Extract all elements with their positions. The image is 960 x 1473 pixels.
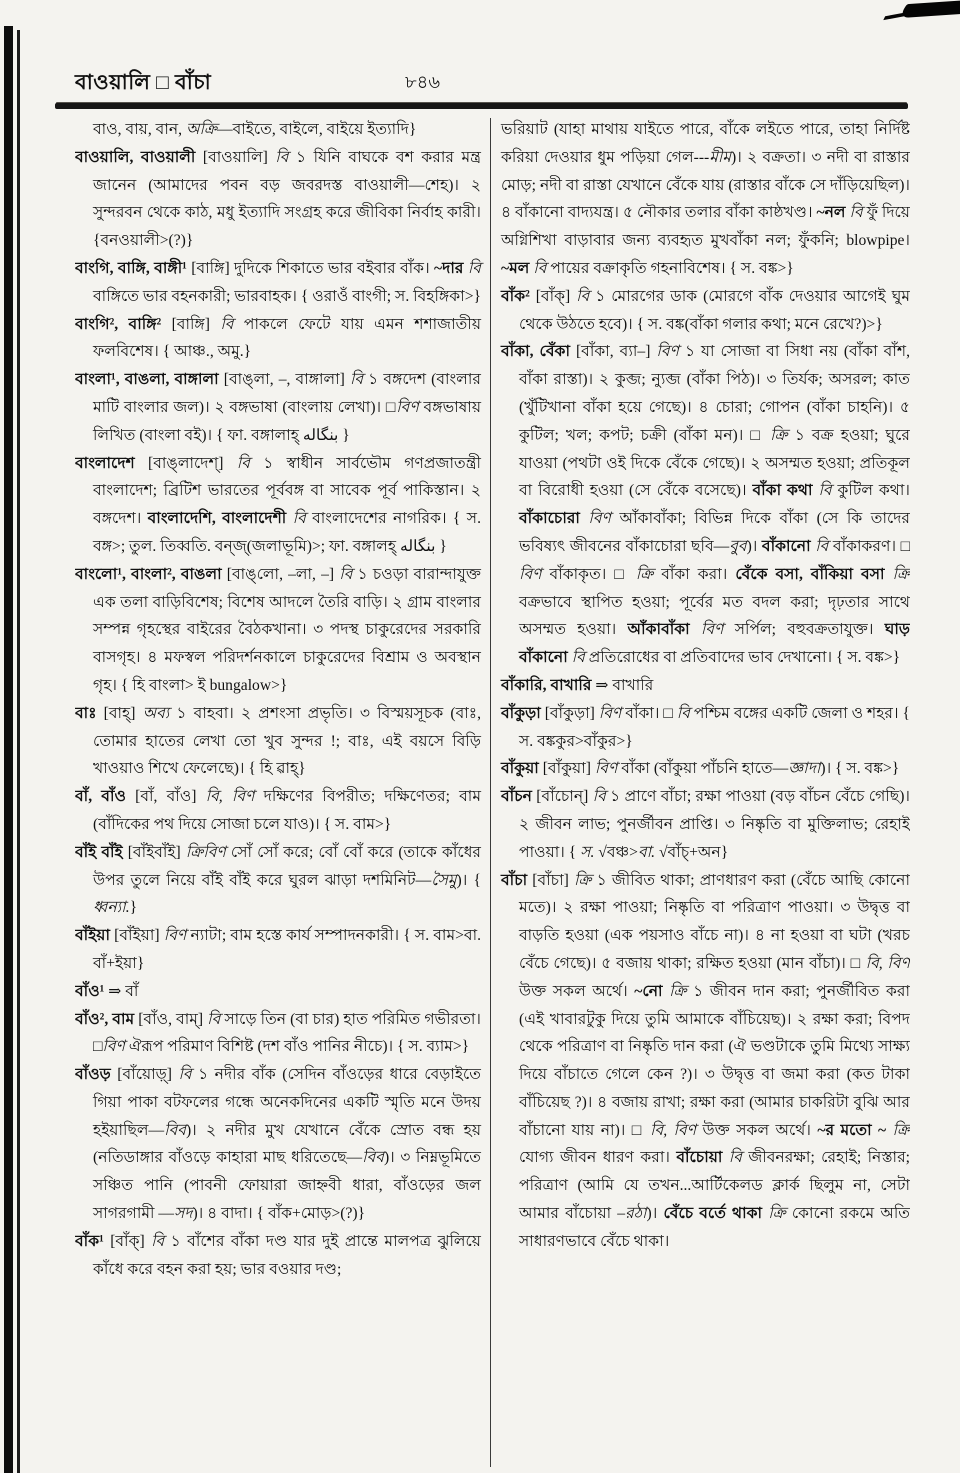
dictionary-entry	[501, 867, 910, 1256]
entry-text: বক্রভাবে স্থাপিত হওয়া; পূর্বের মত বদল করা; দৃঢ়তার সাথে অসম্মত হওয়া।	[519, 593, 910, 639]
grammar-label: ক্রিবিণ	[185, 843, 231, 861]
entry-continuation	[75, 116, 481, 144]
entry-text: [বাঁক্‌]	[110, 1232, 152, 1250]
entry-text: [বাঁইবাঁই]	[127, 843, 186, 861]
entry-text: ফুঁ দিয়ে অগ্নিশিখা বাড়াবার জন্য ব্যবহৃত মুখবাঁকা নল; ফুঁকনি; blowpipe।	[501, 204, 910, 250]
dictionary-entry	[501, 338, 910, 672]
headword: বাংগি², বাঙ্গি²	[75, 315, 172, 333]
entry-text: কুটিল কথা।	[837, 482, 910, 500]
entry-text: পায়ের বক্রাকৃতি গহনাবিশেষ। { স. বঙ্ক>}	[550, 259, 794, 277]
grammar-label: জ্ঞাদা	[788, 760, 821, 778]
grammar-label: বি	[728, 1149, 749, 1167]
grammar-label: বি	[292, 510, 313, 528]
grammar-label: স.	[580, 843, 599, 861]
headword: বাওয়ালি, বাওয়ালী	[75, 148, 203, 166]
entry-text: )। {	[456, 871, 481, 889]
grammar-label: ক্রি	[768, 1205, 792, 1223]
headword: বাঁকা কথা	[752, 482, 819, 500]
entry-text: পশ্চিম বঙ্গের একটি জেলা ও শহর। { স. বঙ্ককুর>বাঁকুর>}	[519, 704, 910, 750]
headword: ~র মতো ~	[817, 1121, 893, 1139]
entry-text: [বাঁ, বাঁও]	[135, 788, 206, 806]
entry-text: [বাঙ্গি] দুদিকে শিকাতে ভার বইবার বাঁক।	[191, 259, 435, 277]
left-column	[75, 116, 490, 1467]
entry-text: ভরিয়াট (যাহা মাথায় যাইতে পারে, বাঁকে লইতে পারে, তাহা নির্দিষ্ট করিয়া দেওয়ার ধুম পড়িয়া গেল---	[501, 121, 910, 166]
entry-text: বঙ্গভাষায় লিখিত (বাংলা বই)। { ফা. বঙ্গালাহ্‌ بنگاله }	[93, 398, 482, 444]
entry-text: [বাঁচোন্‌]	[536, 788, 593, 806]
dictionary-entry	[75, 366, 481, 449]
dictionary-entry	[75, 450, 481, 561]
entry-text: )। ২ বক্রতা। ৩ নদী বা রাস্তার মোড়; নদী বা রাস্তা যেখানে বেঁকে যায় (রাস্তার বাঁকে সে দাঁড়িয়েছিল)। ৪ বাঁকানো বাদ্যযন্ত্র। ৫ নৌকার তলার বাঁকা কাষ্ঠখণ্ড।	[501, 148, 910, 222]
headword: বাঁই বাঁই	[75, 843, 128, 861]
grammar-label: বুব	[729, 537, 747, 555]
grammar-label: বি	[676, 704, 694, 722]
grammar-label: বি	[818, 482, 838, 500]
headword: ~নল	[816, 204, 850, 222]
entry-text: ১ চওড়া বারান্দাযুক্ত এক তলা বাড়িবিশেষ; বিশেষ আদলে তৈরি বাড়ি। ২ গ্রাম বাংলার সম্পন্ন গৃহস্থের বাইরের বৈঠকখানা। ৩ পদস্থ চাকুরেদের সরকারি বাসগৃহ। ৪ মফস্বল পরিদর্শনকালে চাকুরেদের বিশ্রাম ও অবস্থান গৃহ। { হি বাংলা> ই bungalow>}	[93, 565, 481, 694]
entry-text: ১ বঙ্গদেশ (বাংলার মাটি বাংলার জল)। ২ বঙ্গভাষা (বাংলায় লেখা)। □	[93, 371, 481, 416]
entry-text: সোঁ সোঁ করে; বোঁ বোঁ করে (তাকে কাঁধের উপর তুলে নিয়ে বাঁই বাঁই করে ঘুরল ঝাড়া দশমিনিট—	[93, 843, 482, 889]
entry-text: [বাঁয়োড়্‌]	[117, 1066, 179, 1084]
dictionary-entry	[75, 1061, 481, 1228]
entry-text: [বাঙ্‌লা, –, বাঙ্গালা]	[223, 371, 350, 389]
entry-text: [বাঁক্‌]	[535, 287, 577, 305]
dictionary-entry	[75, 311, 481, 367]
headword: বাংলো¹, বাংলা², বাঙলা	[75, 565, 227, 583]
grammar-label: বি	[275, 148, 296, 166]
right-column	[491, 116, 910, 1467]
grammar-label: বিণ	[163, 927, 191, 945]
grammar-label: বিণ	[588, 510, 620, 528]
headword: বাঁচা	[501, 871, 533, 889]
entry-text: ১ স্বাধীন সার্বভৌম গণপ্রজাতন্ত্রী বাংলাদেশ; ব্রিটিশ ভারতের পূর্ববঙ্গ বা সাবেক পূর্ব পাকিস্তান। ২ বঙ্গদেশ।	[93, 454, 481, 528]
entry-text: যোগ্য জীবন ধারণ করা।	[519, 1149, 677, 1167]
headword: বেঁকে বসা, বাঁকিয়া বসা	[735, 565, 893, 583]
grammar-label: বি	[533, 259, 551, 277]
entry-text: [বাঁইয়া]	[114, 927, 164, 945]
grammar-label: সৈমু	[431, 871, 457, 889]
entry-text: [বাওয়ালি]	[202, 148, 276, 166]
entry-text: [বাঁচা]	[532, 871, 574, 889]
dictionary-entry	[501, 783, 910, 866]
dictionary-entry	[75, 922, 481, 978]
headword: বাংলাদেশ	[75, 454, 149, 472]
entry-text: ন্যাটা; বাম হস্তে কার্য সম্পাদনকারী। { স. বাম>বা. বাঁ+ইয়া}	[93, 927, 481, 972]
entry-text: পাকলে ফেটে যায় এমন শশাজাতীয় ফলবিশেষ। { আঞ্চ., অমু.}	[93, 315, 482, 361]
entry-text: )। ৩ নিম্নভূমিতে সঞ্চিত পানি (পাবনী ফোয়ারা জাহ্নবী ধারা, বাঁওড়ের জল সাগরগামী —	[93, 1149, 481, 1223]
entry-text: ১ বাঁশের বাঁকা দণ্ড যার দুই প্রান্তে মালপত্র ঝুলিয়ে কাঁধে করে বহন করা হয়; ভার বওয়ার দণ্ড;	[93, 1232, 481, 1278]
grammar-label: ক্রি	[573, 871, 597, 889]
grammar-label: ক্রি	[635, 565, 662, 583]
entry-text: [বাহ্‌]	[103, 704, 143, 722]
grammar-label: বি, বিণ	[865, 954, 910, 972]
headword: বাংলাদেশি, বাংলাদেশী	[147, 510, 293, 528]
entry-text: জীবনরক্ষা; রেহাই; নিস্তার; পরিত্রাণ (আমি যে তখন...আর্টিকেলড ক্লার্ক ছিলুম না, সেটা আমার বাঁচোয়া –	[519, 1149, 910, 1223]
entry-text: ১ নদীর বাঁক (সেদিন বাঁওড়ের ধারে বেড়াইতে গিয়া পাকা বটফলের গন্ধে অনেকদিনের একটি স্মৃতি মনে উদয় হইয়াছিল—	[93, 1066, 481, 1139]
headword: বাঁচন	[501, 788, 537, 806]
entry-text: ১ মোরগের ডাক (মোরগে বাঁক দেওয়ার আগেই ঘুম থেকে উঠতে হবে)। { স. বঙ্ক(বাঁকা গলার কথা; মনে রেখে?)>}	[519, 287, 910, 333]
headword: বাঃ	[75, 704, 104, 722]
grammar-label: বিব	[164, 1121, 186, 1139]
entry-text: ১ জীবন দান করা; পুনর্জীবিত করা (এই খাবারটুকু দিয়ে তুমি আমাকে বাঁচিয়েছ)। ২ রক্ষা করা; বিপদ থেকে পরিত্রাণ বা নিষ্কৃতি দান করা (ঐ ভণ্ডটাকে তুমি মিথ্যে সাক্ষ্য দিয়ে বাঁচাতে গেলে কেন ?)। ৩ উদ্বৃত্ত বা জমা করা (কত টাকা বাঁচিয়েছ ?)। ৪ বজায় রাখা; রক্ষা করা (আমার চাকরিটা বুঝি আর বাঁচানো যায় না)। □	[519, 982, 910, 1139]
entry-text: বাঁকাকরণ। □	[832, 537, 910, 555]
grammar-label: বি	[178, 1066, 199, 1084]
grammar-label: রঠা	[625, 1205, 647, 1223]
grammar-label: বিণ	[598, 704, 626, 722]
entry-text: ⇒ বাখারি	[595, 676, 654, 694]
headword: বাঁ, বাঁও	[75, 788, 136, 806]
grammar-label: ক্রি	[892, 1121, 910, 1139]
entry-text: [বাঙ্‌লাদেশ্‌]	[148, 454, 237, 472]
headword: বাঁকানো	[761, 537, 816, 555]
binding-shadow-artifact-thin	[17, 30, 20, 1473]
entry-text: )।	[746, 537, 762, 555]
entry-text: [বাঁকুড়া]	[544, 704, 599, 722]
entry-text: বাঁকা করা।	[661, 565, 736, 583]
headword: বাঁও², বাম	[75, 1010, 139, 1028]
guide-words: বাওয়ালি □ বাঁচা	[75, 70, 212, 94]
entry-text: উক্ত সকল অর্থে।	[702, 1121, 818, 1139]
entry-text: }	[129, 899, 138, 917]
headword: বাঁকুড়া	[501, 704, 545, 722]
headword: বাঁকুয়া	[501, 760, 543, 778]
grammar-label: বি	[236, 454, 264, 472]
entry-text: আঁকাবাঁকা; বিভিন্ন দিকে বাঁকা (সে কি তাদের ভবিষ্যৎ জীবনের বাঁকাচোরা ছবি—	[519, 510, 910, 555]
entry-text: [বাঙ্‌লো, –লা, –]	[226, 565, 340, 583]
entry-text: সর্পিল; বহুবক্রতাযুক্ত।	[734, 621, 885, 639]
entry-text: )। ২ নদীর মুখ যেখানে বেঁকে স্রোত বন্ধ হয় (নতিডাঙ্গার বাঁওড়ে কাহারা মাছ ধরিতেছে—	[93, 1121, 481, 1167]
grammar-label: বি	[815, 537, 833, 555]
grammar-label: ক্রি	[892, 565, 910, 583]
dictionary-entry	[75, 144, 481, 255]
dictionary-entry	[501, 672, 910, 700]
headword: ~নো	[634, 982, 670, 1000]
dictionary-entry	[75, 978, 481, 1006]
entry-text: উক্ত সকল অর্থে।	[519, 982, 635, 1000]
grammar-label: বি, বিণ	[205, 788, 264, 806]
grammar-label: বি	[467, 259, 481, 277]
grammar-label: বি, বিণ	[650, 1121, 703, 1139]
entry-text: )।	[646, 1205, 664, 1223]
entry-text: )। ৪ বাদা। { বাঁক+মোড়>(?)}	[192, 1205, 366, 1223]
entry-text: বাংলাদেশের নাগরিক। { স. বঙ্গ>; তুল. তিব্বতি. বন্‌জ্‌(জলাভূমি)>; ফা. বঙ্গালহ্‌ بنگاله }	[93, 510, 481, 555]
grammar-label: বিণ	[656, 343, 685, 361]
entry-text: [বাঁকুয়া]	[542, 760, 595, 778]
entry-text: দক্ষিণের বিপরীত; দক্ষিণেতর; বাম (বাঁদিকের পথ দিয়ে সোজা চলে যাও)। { স. বাম>}	[93, 788, 481, 833]
entry-text: ১ যা সোজা বা সিধা নয় (বাঁকা বাঁশ, বাঁকা রাস্তা)। ২ কুব্জ; ন্যুব্জ (বাঁকা পিঠ)। ৩ তির্যক; অসরল; কাত (খুঁটিখানা বাঁকা হয়ে গেছে)। ৪ চোরা; গোপন (বাঁকা চাহনি)। ৫ কুটিল; খল; কপট; চক্রী (বাঁকা মন)। □	[519, 343, 910, 444]
grammar-label: ক্রি	[669, 982, 694, 1000]
grammar-label: সদ	[173, 1205, 193, 1223]
entry-text: ১ জীবিত থাকা; প্রাণধারণ করা (বেঁচে আছি কোনো মতে)। ২ রক্ষা পাওয়া; নিষ্কৃতি বা পরিত্রাণ পাওয়া। ৩ উদ্বৃত্ত বা বাড়তি হওয়া (এক পয়সাও বাঁচে না)। ৪ না হওয়া বা ঘটা (খরচ বেঁচে গেছে)। ৫ বজায় থাকা; রক্ষিত হওয়া (মান বাঁচা)। □	[519, 871, 910, 972]
headword: ~মল	[501, 259, 534, 277]
headword: বেঁচে বর্তে থাকা	[663, 1205, 769, 1223]
entry-text: ঐরূপ পরিমাণ বিশিষ্ট (দশ বাঁও পানির নীচে)। { স. ব্যাম>}	[128, 1038, 470, 1056]
grammar-label: বি	[849, 204, 867, 222]
entry-text: [বাঙ্গি]	[171, 315, 221, 333]
entry-text: কোনো রকমে অতি সাধারণভাবে বেঁচে থাকা।	[519, 1205, 910, 1250]
grammar-label: ধ্বন্যা.	[93, 899, 130, 917]
headword: বাংগি, বাঙ্গি, বাঙ্গী¹	[75, 259, 192, 277]
grammar-label: বি	[151, 1232, 171, 1250]
grammar-label: বিণ	[519, 565, 550, 583]
grammar-label: বিণ	[700, 621, 735, 639]
page-number: ৮৪৬	[405, 72, 441, 92]
grammar-label: বিণ	[102, 1038, 129, 1056]
headword: বাঁক¹	[75, 1232, 111, 1250]
entry-text: বাঁকা। □	[625, 704, 677, 722]
grammar-label: বি	[207, 1010, 225, 1028]
grammar-label: বি	[339, 565, 358, 583]
entry-text: [বাঁকা, ব্যা–]	[575, 343, 657, 361]
dictionary-entry	[75, 700, 481, 783]
dictionary-entry	[75, 839, 481, 922]
headword: ~দার	[434, 259, 468, 277]
grammar-label: বি	[576, 287, 596, 305]
entry-text: [বাঁও, বাম্‌]	[138, 1010, 208, 1028]
dictionary-entry	[75, 1006, 481, 1062]
headword: বাঁচোয়া	[676, 1149, 729, 1167]
headword: বাংলা¹, বাঙলা, বাঙ্গালা	[75, 371, 224, 389]
grammar-label: বি	[349, 371, 369, 389]
dictionary-entry	[75, 561, 481, 700]
binding-shadow-artifact	[4, 26, 13, 1473]
header-rule	[55, 103, 908, 109]
entry-text: ১ বাহবা। ২ প্রশংসা প্রভৃতি। ৩ বিস্ময়সূচক (বাঃ, তোমার হাতের লেখা তো খুব সুন্দর !; বাঃ, এই বয়সে বিড়ি খাওয়াও শিখে ফেলেছে)। { হি ৱাহ্‌}	[93, 704, 481, 778]
grammar-label: বিব	[362, 1149, 384, 1167]
entry-text: প্রতিরোধের বা প্রতিবাদের ভাব দেখানো। { স. বঙ্ক>}	[588, 649, 901, 667]
grammar-label: বি	[571, 649, 589, 667]
headword: বাঁকাচোরা	[519, 510, 589, 528]
dictionary-entry	[501, 700, 910, 756]
entry-text: —বাইতে, বাইলে, বাইয়ে ইত্যাদি}	[216, 121, 417, 138]
entry-text: বাঁকা (বাঁকুয়া পাঁচনি হাতে—	[621, 760, 789, 778]
entry-text: √বঞ্চ>	[598, 843, 638, 861]
headword: আঁকাবাঁকা	[627, 621, 701, 639]
headword: বাঁও¹	[75, 982, 109, 1000]
headword: বাঁইয়া	[75, 927, 115, 945]
entry-text: ১ প্রাণে বাঁচা; রক্ষা পাওয়া (বড় বাঁচন বেঁচে গেছি)। ২ জীবন লাভ; পুনর্জীবন প্রাপ্তি। ৩ নিষ্কৃতি বা মুক্তিলাভ; রেহাই পাওয়া। {	[519, 788, 910, 861]
entry-text: ⇒ বাঁ	[108, 982, 139, 1000]
dictionary-entry	[501, 755, 910, 783]
headword: বাঁকারি, বাখারি	[501, 676, 596, 694]
grammar-label: অব্য	[142, 704, 177, 722]
entry-text: বাও, বায়, বান,	[93, 121, 186, 138]
entry-text: সাড়ে তিন (বা চার) হাত পরিমিত গভীরতা। □	[93, 1010, 481, 1056]
grammar-label: বা.	[637, 843, 659, 861]
grammar-label: বিণ	[396, 398, 424, 416]
headword: বাঁকা, বেঁকা	[501, 343, 576, 361]
grammar-label: বি	[220, 315, 244, 333]
entry-text: )। { স. বঙ্ক>}	[820, 760, 900, 778]
grammar-label: অক্রি	[185, 121, 217, 138]
ink-corner-artifact	[898, 0, 960, 18]
entry-text: ১ যিনি বাঘকে বশ করার মন্ত্র জানেন (আমাদের পবন বড় জবরদস্ত বাওয়ালী—শেহ)। ২ সুন্দরবন থেকে কাঠ, মধু ইত্যাদি সংগ্রহ করে জীবিকা নির্বাহ কারী। {বনওয়ালী>(?)}	[93, 148, 481, 250]
dictionary-entry	[75, 1228, 481, 1284]
dictionary-entry	[75, 255, 481, 311]
entry-text: বাঙ্গিতে ভার বহনকারী; ভারবাহক। { ওরাওঁ বাংগী; স. বিহঙ্গিকা>}	[93, 287, 481, 305]
grammar-label: মীম	[709, 148, 731, 166]
grammar-label: ক্রি	[770, 426, 795, 444]
headword: ঘাড় বাঁকানো	[519, 621, 910, 667]
dictionary-entry	[75, 783, 481, 839]
dictionary-entry	[501, 283, 910, 339]
headword: বাঁওড়	[75, 1066, 118, 1084]
dictionary-body	[75, 116, 910, 1467]
entry-text: বাঁকাকৃত। □	[549, 565, 636, 583]
grammar-label: বি	[592, 788, 611, 806]
entry-text: ১ বক্র হওয়া; ঘুরে যাওয়া (পথটা ওই দিকে বেঁকে গেছে)। ২ অসম্মত হওয়া; প্রতিকূল বা বিরোধী হওয়া (সে বেঁকে বসেছে)।	[519, 426, 910, 500]
page-header	[75, 66, 905, 100]
headword: বাঁক²	[501, 287, 536, 305]
entry-text: √বাঁচ্‌+অন}	[658, 843, 729, 861]
grammar-label: বিণ	[594, 760, 622, 778]
entry-continuation	[501, 116, 910, 283]
